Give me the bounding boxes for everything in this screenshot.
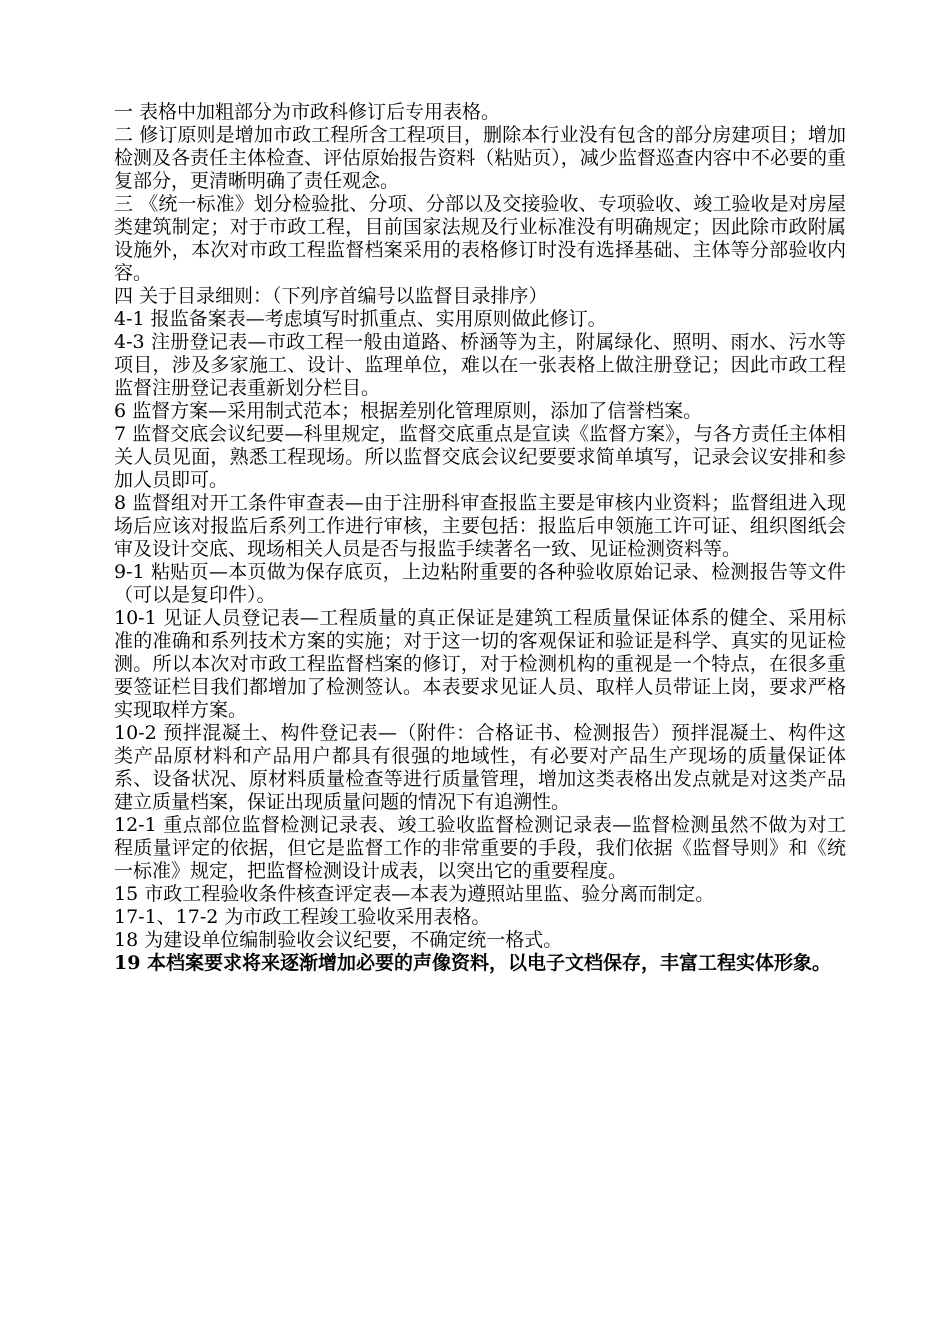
paragraph-1: 一 表格中加粗部分为市政科修订后专用表格。	[114, 101, 501, 123]
paragraph-16: 18 为建设单位编制验收会议纪要，不确定统一格式。	[114, 929, 563, 951]
paragraph-12: 10-2 预拌混凝土、构件登记表—（附件：合格证书、检测报告）预拌混凝土、构件这类产品原材料和产品用户都具有很强的地域性，有必要对产品生产现场的质量保证体系、设备状况、原材料质量检查等进行质量管理，增加这类表格出发点就是对这类产品建立质量档案，保证出现质量问题的情况下有追溯性。	[114, 722, 846, 813]
paragraph-4: 四 关于目录细则：（下列序首编号以监督目录排序）	[114, 285, 548, 307]
paragraph-17: 19 本档案要求将来逐渐增加必要的声像资料，以电子文档保存，丰富工程实体形象。	[114, 952, 832, 974]
paragraph-14: 15 市政工程验收条件核查评定表—本表为遵照站里监、验分离而制定。	[114, 883, 715, 905]
paragraph-13: 12-1 重点部位监督检测记录表、竣工验收监督检测记录表—监督检测虽然不做为对工程质量评定的依据，但它是监督工作的非常重要的手段，我们依据《监督导则》和《统一标准》规定，把监督检测设计成表，以突出它的重要程度。	[114, 814, 846, 882]
paragraph-3: 三 《统一标准》划分检验批、分项、分部以及交接验收、专项验收、竣工验收是对房屋类建筑制定；对于市政工程，目前国家法规及行业标准没有明确规定；因此除市政附属设施外，本次对市政工程监督档案采用的表格修订时没有选择基础、主体等分部验收内容。	[114, 193, 846, 284]
paragraph-10: 9-1 粘贴页—本页做为保存底页，上边粘附重要的各种验收原始记录、检测报告等文件（可以是复印件）。	[114, 561, 846, 606]
paragraph-15: 17-1、17-2 为市政工程竣工验收采用表格。	[114, 906, 491, 928]
document-page	[114, 101, 846, 975]
paragraph-2: 二 修订原则是增加市政工程所含工程项目，删除本行业没有包含的部分房建项目；增加检测及各责任主体检查、评估原始报告资料（粘贴页），减少监督巡查内容中不必要的重复部分，更清晰明确了责任观念。	[114, 124, 846, 192]
paragraph-5: 4-1 报监备案表—考虑填写时抓重点、实用原则做此修订。	[114, 308, 607, 330]
paragraph-7: 6 监督方案—采用制式范本；根据差别化管理原则，添加了信誉档案。	[114, 400, 703, 422]
paragraph-9: 8 监督组对开工条件审查表—由于注册科审查报监主要是审核内业资料；监督组进入现场后应该对报监后系列工作进行审核，主要包括：报监后申领施工许可证、组织图纸会审及设计交底、现场相关人员是否与报监手续著名一致、见证检测资料等。	[114, 492, 846, 560]
paragraph-11: 10-1 见证人员登记表—工程质量的真正保证是建筑工程质量保证体系的健全、采用标准的准确和系列技术方案的实施；对于这一切的客观保证和验证是科学、真实的见证检测。所以本次对市政工程监督档案的修订，对于检测机构的重视是一个特点，在很多重要签证栏目我们都增加了检测签认。本表要求见证人员、取样人员带证上岗，要求严格实现取样方案。	[114, 607, 846, 721]
paragraph-8: 7 监督交底会议纪要—科里规定，监督交底重点是宣读《监督方案》，与各方责任主体相关人员见面，熟悉工程现场。所以监督交底会议纪要要求简单填写，记录会议安排和参加人员即可。	[114, 423, 846, 491]
paragraph-6: 4-3 注册登记表—市政工程一般由道路、桥涵等为主，附属绿化、照明、雨水、污水等项目，涉及多家施工、设计、监理单位，难以在一张表格上做注册登记；因此市政工程监督注册登记表重新划分栏目。	[114, 331, 846, 399]
